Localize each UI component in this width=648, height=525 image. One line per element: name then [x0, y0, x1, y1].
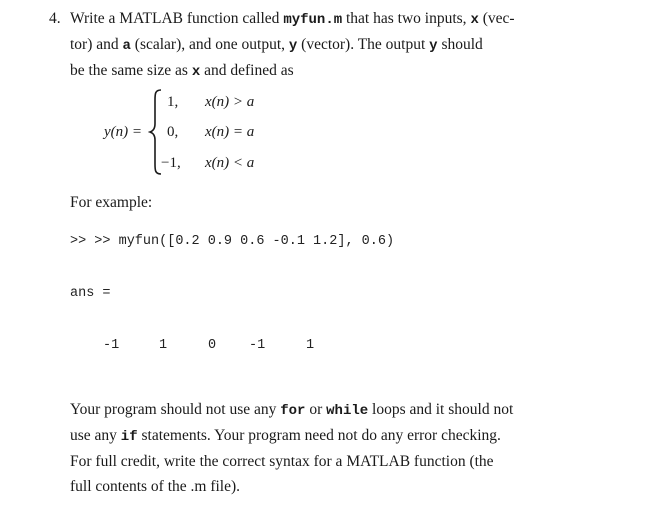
output-value: -1: [103, 338, 120, 353]
code-y: y: [288, 38, 298, 54]
ans-label: ans =: [70, 286, 111, 301]
code-x-2: x: [191, 64, 201, 80]
problem-line-2: tor) and a (scalar), and one output, y (vector). The output y should: [70, 36, 483, 54]
output-value: 1: [159, 338, 168, 353]
case-2-value: 0,: [167, 124, 179, 140]
problem-line-3: be the same size as x and defined as: [70, 62, 294, 80]
code-while: while: [326, 403, 369, 419]
code-y-2: y: [429, 38, 438, 54]
output-value: -1: [249, 338, 266, 353]
problem-number: 4.: [49, 10, 61, 27]
output-value: 0: [208, 338, 217, 353]
case-1-value: 1,: [167, 94, 179, 110]
closing-line-1: Your program should not use any for or while loops and it should not: [70, 401, 514, 419]
example-label: For example:: [70, 194, 153, 211]
code-a: a: [122, 38, 131, 54]
closing-line-2: use any if statements. Your program need not do any error checking.: [70, 427, 501, 445]
closing-line-3: For full credit, write the correct syntax for a MATLAB function (the: [70, 453, 494, 470]
problem-line-1: Write a MATLAB function called myfun.m that has two inputs, x (vec-: [70, 10, 515, 28]
equation-lhs: y(n) =: [104, 124, 143, 140]
example-command: >> >> myfun([0.2 0.9 0.6 -0.1 1.2], 0.6): [70, 234, 395, 249]
code-if: if: [120, 429, 138, 445]
closing-line-4: full contents of the .m file).: [70, 478, 241, 495]
case-3-condition: x(n) < a: [205, 155, 255, 171]
code-x: x: [470, 12, 479, 28]
case-3-value: −1,: [161, 155, 181, 171]
output-value: 1: [306, 338, 315, 353]
code-myfun-m: myfun.m: [283, 12, 343, 28]
case-1-condition: x(n) > a: [205, 94, 255, 110]
case-2-condition: x(n) = a: [205, 124, 255, 140]
code-for: for: [280, 403, 306, 419]
